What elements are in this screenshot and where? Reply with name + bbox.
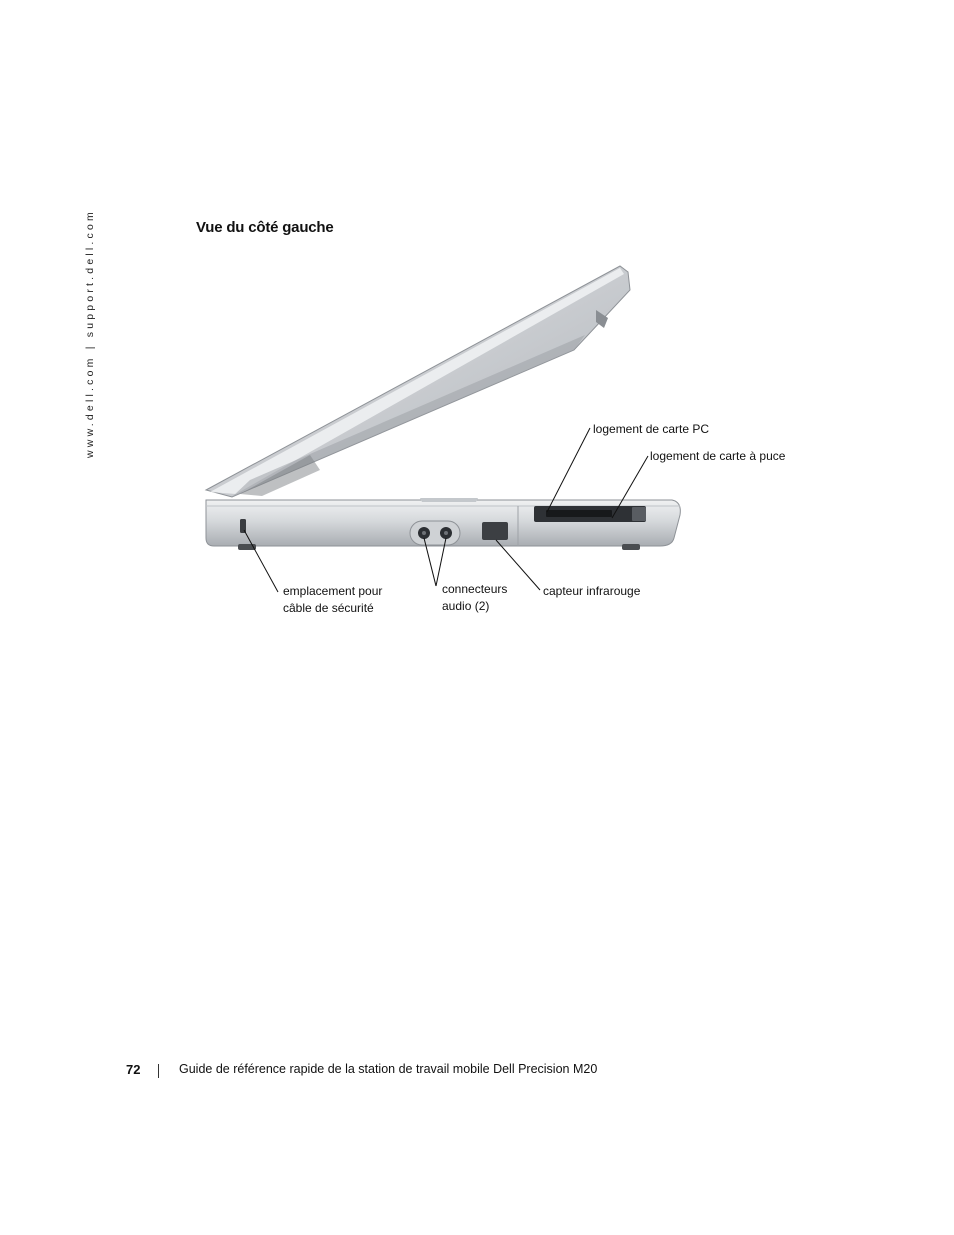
callout-security-cable-slot-line2: câble de sécurité bbox=[283, 601, 374, 615]
callout-audio-connectors-line1: connecteurs bbox=[442, 582, 508, 596]
footer-title: Guide de référence rapide de la station de travail mobile Dell Precision M20 bbox=[179, 1062, 598, 1076]
callout-security-cable-slot bbox=[283, 583, 382, 617]
callout-pc-card-slot: logement de carte PC bbox=[593, 422, 710, 436]
callout-security-cable-slot-line1: emplacement pour bbox=[283, 584, 383, 598]
side-margin-url: www.dell.com | support.dell.com bbox=[84, 209, 96, 458]
infrared-sensor bbox=[482, 522, 508, 540]
page-number: 72 bbox=[126, 1062, 141, 1077]
footer-separator bbox=[158, 1064, 159, 1078]
callout-audio-connectors-line2: audio (2) bbox=[442, 599, 490, 613]
callout-infrared-sensor: capteur infrarouge bbox=[543, 584, 641, 598]
callout-smart-card-slot: logement de carte à puce bbox=[650, 449, 786, 463]
card-slots bbox=[534, 506, 646, 522]
security-cable-slot bbox=[240, 519, 246, 533]
callout-audio-connectors bbox=[442, 581, 507, 615]
laptop-lid bbox=[206, 266, 630, 497]
audio-connectors bbox=[410, 521, 460, 545]
foot-right bbox=[622, 544, 640, 550]
section-title: Vue du côté gauche bbox=[196, 219, 334, 236]
